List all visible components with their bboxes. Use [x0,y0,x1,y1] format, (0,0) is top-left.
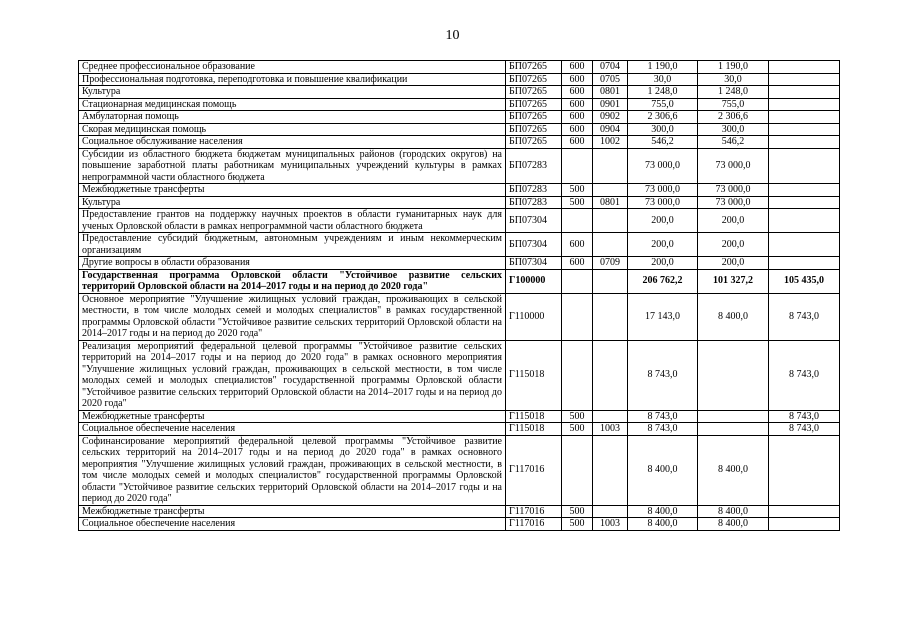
total-sum-cell: 8 400,0 [628,435,698,505]
sum-column-2-cell [698,340,769,410]
total-sum-cell: 73 000,0 [628,184,698,197]
expense-type-cell [562,340,593,410]
expense-type-cell: 500 [562,518,593,531]
target-code-cell: Г117016 [506,518,562,531]
section-code-cell [593,340,628,410]
sum-column-3-cell [769,111,840,124]
table-row [79,410,840,423]
total-sum-cell: 200,0 [628,233,698,257]
expense-type-cell: 500 [562,423,593,436]
sum-column-3-cell [769,184,840,197]
sum-column-3-cell: 8 743,0 [769,293,840,340]
section-code-cell: 1002 [593,136,628,149]
expense-type-cell [562,209,593,233]
expense-type-cell [562,435,593,505]
sum-column-2-cell: 200,0 [698,209,769,233]
target-code-cell: БП07265 [506,86,562,99]
target-code-cell: БП07265 [506,61,562,74]
table-row [79,196,840,209]
table-row [79,111,840,124]
section-code-cell: 0704 [593,61,628,74]
total-sum-cell: 17 143,0 [628,293,698,340]
target-code-cell: БП07265 [506,73,562,86]
target-code-cell: Г115018 [506,410,562,423]
target-code-cell: Г110000 [506,293,562,340]
row-name-cell: Культура [79,86,506,99]
section-code-cell [593,435,628,505]
table-row [79,184,840,197]
sum-column-2-cell: 30,0 [698,73,769,86]
expense-type-cell: 500 [562,505,593,518]
sum-column-3-cell [769,148,840,184]
expense-type-cell [562,148,593,184]
section-code-cell: 0705 [593,73,628,86]
target-code-cell: Г117016 [506,505,562,518]
sum-column-3-cell [769,136,840,149]
table-row [79,98,840,111]
sum-column-2-cell: 546,2 [698,136,769,149]
total-sum-cell: 73 000,0 [628,148,698,184]
table-row [79,518,840,531]
table-row [79,123,840,136]
total-sum-cell: 546,2 [628,136,698,149]
total-sum-cell: 755,0 [628,98,698,111]
row-name-cell: Среднее профессиональное образование [79,61,506,74]
sum-column-2-cell: 755,0 [698,98,769,111]
sum-column-3-cell: 105 435,0 [769,269,840,293]
table-row [79,148,840,184]
total-sum-cell: 1 190,0 [628,61,698,74]
total-sum-cell: 8 743,0 [628,410,698,423]
expense-type-cell: 600 [562,98,593,111]
section-code-cell: 0902 [593,111,628,124]
sum-column-2-cell: 8 400,0 [698,293,769,340]
expense-type-cell: 600 [562,257,593,270]
target-code-cell: БП07283 [506,148,562,184]
row-name-cell: Другие вопросы в области образования [79,257,506,270]
total-sum-cell: 73 000,0 [628,196,698,209]
table-body [79,61,840,531]
table-row [79,423,840,436]
target-code-cell: БП07265 [506,111,562,124]
sum-column-2-cell [698,423,769,436]
sum-column-3-cell [769,257,840,270]
row-name-cell: Социальное обеспечение населения [79,518,506,531]
total-sum-cell: 200,0 [628,257,698,270]
sum-column-3-cell: 8 743,0 [769,340,840,410]
row-name-cell: Субсидии из областного бюджета бюджетам муниципальных районов (городских округов) на повышение заработной платы работникам муниципальных учреждений культуры в рамках непрограммной части областного бюджета [79,148,506,184]
row-name-cell: Реализация мероприятий федеральной целевой программы "Устойчивое развитие сельских территорий на 2014–2017 годы и на период до 2020 года" в рамках основного мероприятия "Улучшение жилищных условий граждан, проживающих в сельской местности, в том числе молодых семей и молодых специалистов" государственной программы Орловской области "Устойчивое развитие сельских территорий Орловской области на 2014–2017 годы и на период до 2020 года" [79,340,506,410]
target-code-cell: БП07265 [506,98,562,111]
table-row [79,257,840,270]
sum-column-2-cell: 2 306,6 [698,111,769,124]
sum-column-2-cell: 1 190,0 [698,61,769,74]
section-code-cell [593,410,628,423]
sum-column-2-cell: 1 248,0 [698,86,769,99]
section-code-cell: 0801 [593,86,628,99]
section-code-cell: 0709 [593,257,628,270]
sum-column-2-cell: 73 000,0 [698,196,769,209]
sum-column-3-cell: 8 743,0 [769,410,840,423]
row-name-cell: Предоставление грантов на поддержку научных проектов в области гуманитарных наук для ученых Орловской области в рамках непрограммной части областного бюджета [79,209,506,233]
sum-column-3-cell [769,86,840,99]
expense-type-cell: 600 [562,86,593,99]
expense-type-cell: 600 [562,136,593,149]
row-name-cell: Межбюджетные трансферты [79,184,506,197]
row-name-cell: Основное мероприятие "Улучшение жилищных условий граждан, проживающих в сельской местности, в том числе молодых семей и молодых специалистов" в рамках государственной программы Орловской области "Устойчивое развитие сельских территорий Орловской области на 2014–2017 годы и на период до 2020 года" [79,293,506,340]
expense-type-cell: 500 [562,196,593,209]
target-code-cell: Г100000 [506,269,562,293]
row-name-cell: Государственная программа Орловской области "Устойчивое развитие сельских территорий Орловской области на 2014–2017 годы и на период до 2020 года" [79,269,506,293]
expense-type-cell: 600 [562,111,593,124]
sum-column-3-cell [769,98,840,111]
sum-column-2-cell: 8 400,0 [698,505,769,518]
expense-type-cell: 600 [562,123,593,136]
sum-column-2-cell [698,410,769,423]
expense-type-cell: 500 [562,184,593,197]
table-row [79,86,840,99]
section-code-cell [593,269,628,293]
sum-column-3-cell [769,518,840,531]
sum-column-2-cell: 101 327,2 [698,269,769,293]
expense-type-cell: 600 [562,233,593,257]
target-code-cell: БП07265 [506,136,562,149]
row-name-cell: Межбюджетные трансферты [79,505,506,518]
sum-column-3-cell [769,209,840,233]
target-code-cell: Г117016 [506,435,562,505]
expense-type-cell [562,293,593,340]
sum-column-2-cell: 73 000,0 [698,148,769,184]
sum-column-2-cell: 8 400,0 [698,518,769,531]
total-sum-cell: 1 248,0 [628,86,698,99]
expense-type-cell: 600 [562,73,593,86]
total-sum-cell: 206 762,2 [628,269,698,293]
table-row [79,73,840,86]
sum-column-2-cell: 8 400,0 [698,435,769,505]
section-code-cell: 0801 [593,196,628,209]
table-row [79,269,840,293]
table-row [79,435,840,505]
target-code-cell: БП07283 [506,196,562,209]
section-code-cell [593,184,628,197]
sum-column-3-cell [769,435,840,505]
row-name-cell: Социальное обеспечение населения [79,423,506,436]
budget-table [78,60,840,531]
target-code-cell: БП07304 [506,209,562,233]
row-name-cell: Межбюджетные трансферты [79,410,506,423]
section-code-cell: 0901 [593,98,628,111]
total-sum-cell: 8 743,0 [628,340,698,410]
total-sum-cell: 8 400,0 [628,505,698,518]
table-row [79,340,840,410]
sum-column-3-cell: 8 743,0 [769,423,840,436]
sum-column-3-cell [769,233,840,257]
total-sum-cell: 8 400,0 [628,518,698,531]
total-sum-cell: 200,0 [628,209,698,233]
section-code-cell [593,233,628,257]
table-row [79,209,840,233]
section-code-cell [593,148,628,184]
expense-type-cell [562,269,593,293]
row-name-cell: Софинансирование мероприятий федеральной целевой программы "Устойчивое развитие сельских территорий на 2014–2017 годы и на период до 2020 года" в рамках основного мероприятия "Улучшение жилищных условий граждан, проживающих в сельской местности, в том числе молодых семей и молодых специалистов" государственной программы Орловской области "Устойчивое развитие сельских территорий Орловской области на 2014–2017 годы и на период до 2020 года" [79,435,506,505]
total-sum-cell: 2 306,6 [628,111,698,124]
table-row [79,293,840,340]
row-name-cell: Предоставление субсидий бюджетным, автономным учреждениям и иным некоммерческим организациям [79,233,506,257]
section-code-cell: 1003 [593,518,628,531]
table-row [79,233,840,257]
sum-column-2-cell: 300,0 [698,123,769,136]
sum-column-3-cell [769,505,840,518]
target-code-cell: БП07265 [506,123,562,136]
table-row [79,61,840,74]
table-row [79,136,840,149]
section-code-cell [593,293,628,340]
sum-column-2-cell: 73 000,0 [698,184,769,197]
sum-column-2-cell: 200,0 [698,233,769,257]
target-code-cell: Г115018 [506,423,562,436]
target-code-cell: БП07304 [506,233,562,257]
row-name-cell: Стационарная медицинская помощь [79,98,506,111]
target-code-cell: БП07283 [506,184,562,197]
row-name-cell: Социальное обслуживание населения [79,136,506,149]
sum-column-3-cell [769,123,840,136]
row-name-cell: Амбулаторная помощь [79,111,506,124]
section-code-cell: 0904 [593,123,628,136]
total-sum-cell: 8 743,0 [628,423,698,436]
target-code-cell: БП07304 [506,257,562,270]
sum-column-3-cell [769,196,840,209]
total-sum-cell: 30,0 [628,73,698,86]
row-name-cell: Культура [79,196,506,209]
expense-type-cell: 600 [562,61,593,74]
sum-column-2-cell: 200,0 [698,257,769,270]
target-code-cell: Г115018 [506,340,562,410]
total-sum-cell: 300,0 [628,123,698,136]
table-row [79,505,840,518]
row-name-cell: Скорая медицинская помощь [79,123,506,136]
section-code-cell: 1003 [593,423,628,436]
sum-column-3-cell [769,61,840,74]
row-name-cell: Профессиональная подготовка, переподготовка и повышение квалификации [79,73,506,86]
sum-column-3-cell [769,73,840,86]
section-code-cell [593,505,628,518]
section-code-cell [593,209,628,233]
expense-type-cell: 500 [562,410,593,423]
page-number: 10 [445,28,460,43]
